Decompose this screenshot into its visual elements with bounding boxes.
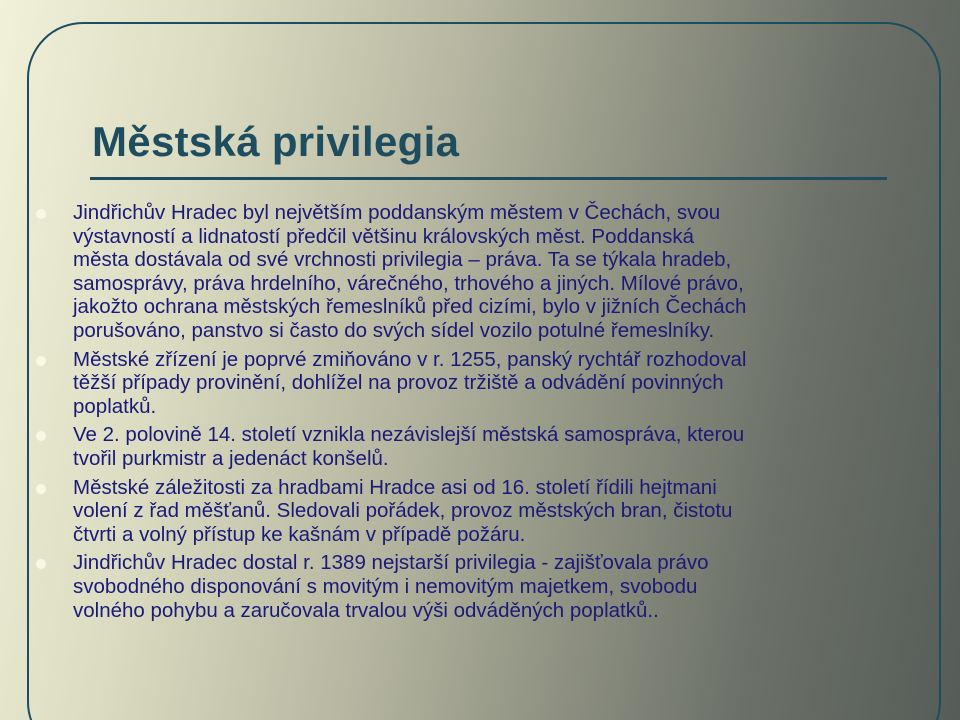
bullet-dot-icon	[36, 431, 46, 441]
bullet-line: výstavností a lidnatostí předčil většinu královských měst. Poddanská	[73, 224, 694, 248]
bullet-line: Jindřichův Hradec dostal r. 1389 nejstarší privilegia - zajišťovala právo	[73, 551, 709, 575]
bullet-item	[36, 348, 904, 419]
bullet-line: volného pohybu a zaručovala trvalou výši odváděných poplatků..	[73, 598, 659, 622]
bullet-line: volení z řad měšťanů. Sledovali pořádek, provoz městských bran, čistotu	[73, 499, 733, 523]
bullet-line: těžší případy provinění, dohlížel na provoz tržiště a odvádění povinných	[73, 371, 724, 395]
bullet-line: poplatků.	[73, 394, 157, 418]
bullet-dot-icon	[36, 209, 46, 219]
bullet-line: svobodného disponování s movitým i nemovitým majetkem, svobodu	[73, 574, 698, 598]
bullet-line: města dostávala od své vrchnosti privilegia – práva. Ta se týkala hradeb,	[73, 248, 732, 272]
bullet-list	[36, 201, 904, 622]
title-underline	[90, 177, 887, 180]
slide-title: Městská privilegia	[92, 118, 460, 165]
bullet-item	[36, 476, 904, 547]
bullet-dot-icon	[36, 559, 46, 569]
bullet-line: Městské zřízení je poprvé zmiňováno v r. 1255, panský rychtář rozhodoval	[73, 347, 747, 371]
bullet-line: tvořil purkmistr a jedenáct konšelů.	[73, 446, 389, 470]
bullet-line: Městské záležitosti za hradbami Hradce asi od 16. století řídili hejtmani	[73, 475, 717, 499]
bullet-line: Jindřichův Hradec byl největším poddanským městem v Čechách, svou	[73, 201, 721, 224]
bullet-line: Ve 2. polovině 14. století vznikla nezávislejší městská samospráva, kterou	[73, 423, 745, 447]
bullet-line: jakožto ochrana městských řemeslníků před cizími, bylo v jižních Čechách	[73, 295, 747, 319]
bullet-dot-icon	[36, 484, 46, 494]
bullet-line: porušováno, panstvo si často do svých sídel vozilo potulné řemeslníky.	[73, 318, 715, 342]
bullet-line: čtvrti a volný přístup ke kašnám v případě požáru.	[73, 522, 526, 546]
bullet-line: samosprávy, práva hrdelního, várečného, trhového a jiných. Mílové právo,	[73, 271, 744, 295]
bullet-item	[36, 423, 904, 470]
bullet-item	[36, 551, 904, 622]
bullet-dot-icon	[36, 356, 46, 366]
bullet-item	[36, 201, 904, 343]
